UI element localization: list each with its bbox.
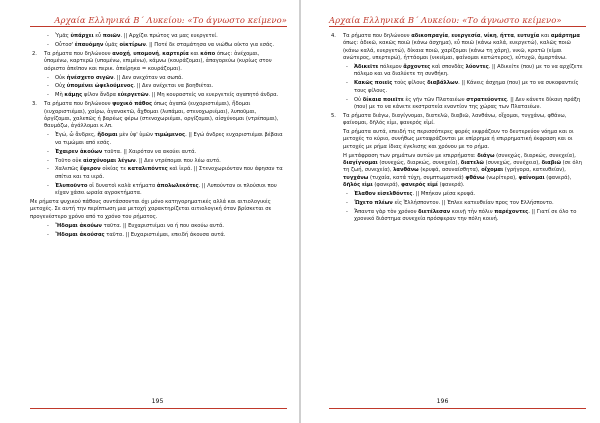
text-run: (σε όλη τη ζωή, συνεχεία), bbox=[343, 160, 582, 174]
text-run: οἱ δυνατοὶ καλὰ κτήματα bbox=[87, 182, 157, 189]
right-page bbox=[301, 0, 600, 423]
text-run: ταῦτα. || Ευχαριστιέμαι, επειδή άκουσα αυτά. bbox=[104, 231, 226, 238]
bold-term: ανοχή bbox=[112, 50, 130, 57]
text-run: εὖ bbox=[93, 33, 103, 39]
page-header: Αρχαία Ελληνικά Β΄ Λυκείου: «Το άγνωστο κείμενο» bbox=[329, 15, 562, 25]
text-run: Ἅπαντα γὰρ τὸν χρόνον bbox=[354, 208, 419, 215]
text-run: . || Αρχίζει πρώτος να μας ευεργετεί. bbox=[120, 33, 218, 39]
bold-term: Ἐλυποῦντο bbox=[55, 182, 88, 189]
bold-term: αμάρτημα bbox=[550, 33, 580, 39]
text-run: ἐς γῆν τῶν Πλαταιέων bbox=[403, 96, 467, 103]
text-run: , bbox=[158, 50, 163, 57]
text-run: εἰς Ἑλλήσποντον. || Έπλεε κατευθείαν προς τον Ελλήσποντο. bbox=[392, 199, 554, 206]
bold-term: Κακῶς ποιεῖς bbox=[354, 80, 393, 87]
text-run: Μὴ bbox=[55, 92, 65, 99]
bold-term: ὑπάρχει bbox=[70, 33, 94, 39]
bold-term: ἄρχοντες bbox=[403, 63, 431, 70]
numbered-rule bbox=[329, 33, 584, 62]
text-run: . || Κάνεις άσχημα (που) με το να συκοφαντείς τους φίλους. bbox=[354, 80, 579, 94]
text-run: (νωρίτερα), bbox=[484, 174, 519, 181]
header-rule bbox=[329, 26, 586, 27]
right-page-content bbox=[329, 33, 584, 225]
example-item bbox=[329, 209, 584, 224]
text-run: κοινῇ τὴν πόλιν bbox=[450, 208, 495, 215]
bold-term: Ἥδομαι ἀκούων bbox=[55, 222, 102, 229]
numbered-rule bbox=[30, 101, 285, 130]
example-item bbox=[30, 223, 285, 230]
text-run: και bbox=[539, 33, 551, 39]
bold-term: ευεργεσία bbox=[451, 33, 481, 39]
bold-term: Ὤχετο πλέων bbox=[354, 199, 393, 206]
text-run: (φανερά). bbox=[437, 182, 465, 189]
bold-term: καρτερία bbox=[162, 50, 189, 57]
text-run: ταῦτα. || Χαιρόταν να ακούει αυτά. bbox=[102, 148, 197, 155]
bold-term: διαβιῶ bbox=[541, 160, 561, 167]
bold-term: ἥδομαι bbox=[97, 132, 118, 139]
bold-term: ποιῶν bbox=[102, 33, 121, 39]
text-run: , bbox=[480, 33, 484, 39]
bold-term: διατελῶ bbox=[460, 160, 484, 167]
text-run: Ἐγώ, ὦ ἄνδρες, bbox=[55, 132, 98, 139]
example-item bbox=[30, 75, 285, 82]
example-item bbox=[30, 132, 285, 147]
text-run: καὶ ἱερά. || Στενοχωριόνταν που άφησαν τα σπίτια και τα ιερά. bbox=[55, 166, 283, 180]
footer-rule bbox=[30, 408, 287, 409]
text-run: . || Δεν ανέχεται να βοηθιέται. bbox=[133, 83, 214, 90]
bold-term: δίκαια ποιεῖτε bbox=[362, 96, 404, 103]
text-run: Τα ρήματα αυτά, επειδή τις περισσότερες φορές εκφράζουν το δευτερεύον νόημα και οι μετοχές το κύριο, συνήθως μεταφράζονται με επίρρημα ή επιρρηματική έκφραση και οι μετοχές με ρήμα ίδιας έγκλισης και χρόνου με το ρήμα. bbox=[343, 129, 574, 150]
paragraph bbox=[30, 199, 285, 221]
bold-term: ἀπολωλεκότες bbox=[156, 182, 199, 189]
bold-term: δῆλός εἰμι bbox=[343, 182, 373, 189]
text-run: οἰκίας τε bbox=[100, 166, 128, 173]
bold-term: στρατεύοντες bbox=[466, 96, 507, 103]
text-run: (συνεχώς, διαρκώς, συνεχεία), bbox=[377, 160, 461, 167]
example-item bbox=[329, 97, 584, 112]
text-run: (φανερά), bbox=[544, 174, 572, 181]
text-run: . || Γιατί σε όλο το χρονικό διάστημα συνεχεία πρόσφεραν την πόλη κοινή. bbox=[354, 208, 577, 223]
example-item bbox=[30, 33, 285, 40]
bold-term: καταλιπόντες bbox=[127, 166, 168, 173]
text-run: . || Λυπούνταν οι πλούσιοι που είχαν χάσει ωραία αγροκτήματα. bbox=[55, 182, 277, 197]
page-header: Αρχαία Ελληνικά Β΄ Λυκείου: «Το άγνωστο κείμενο» bbox=[54, 15, 287, 25]
text-run: και bbox=[188, 50, 201, 57]
text-run: όπως ἀγαπῶ (ευχαριστιέμαι), ἥδομαι (ευχαριστιέμαι), χαίρω, ἀγανακτῶ, ἄχθομαι (λυπάμαι, στενοχωριέμαι), λυποῦμαι, ὀργίζομαι, χαλεπῶς ή βαρέως φέρω (στενοχωριέμαι, οργίζομαι), αἰσχύνομαι (ντρέπομαι), θαυμάζω, ἀγάλλομαι κ.λπ. bbox=[44, 101, 279, 130]
example-item bbox=[30, 42, 285, 49]
text-run: Ὑμᾶς bbox=[55, 33, 71, 39]
bold-term: Ἀδικεῖτε bbox=[354, 63, 379, 70]
bold-term: διαγίγνομαι bbox=[343, 160, 378, 167]
text-run: Τα ρήματα που δηλώνουν bbox=[44, 50, 113, 57]
text-run: . || Ποτέ δε σταμάτησα να νιώθω οίκτο για εσάς. bbox=[145, 41, 275, 48]
text-run: . || Δεν κάνετε δίκαιη πράξη (που) με το να κάνετε εκστρατεία εναντίον της χώρας των Πλαταιέων. bbox=[354, 96, 581, 110]
bold-term: ἠνέσχετο σιγῶν bbox=[66, 74, 114, 81]
bold-term: αἰσχύνομαι λέγων bbox=[83, 157, 136, 164]
bold-term: Ἐλαθον εἰσελθόντες bbox=[354, 191, 413, 198]
text-run: Οὗτοσ' bbox=[55, 41, 75, 48]
text-run: Χαλεπῶς bbox=[55, 166, 81, 173]
bold-term: ήττα bbox=[500, 33, 514, 39]
bold-term: φθάνω bbox=[465, 174, 485, 181]
bold-term: διαβάλλων bbox=[427, 80, 459, 87]
text-run: μὲν ὑφ' ὑμῶν bbox=[117, 132, 155, 139]
numbered-rule bbox=[329, 113, 584, 128]
bold-term: οἰκτίρων bbox=[119, 41, 146, 48]
text-run: πόλεμον bbox=[378, 63, 404, 70]
example-item bbox=[329, 80, 584, 95]
text-run: , bbox=[448, 33, 452, 39]
text-run: Τα ρήματα που δηλώνουν bbox=[44, 101, 113, 108]
text-run: Η μετάφραση των ρημάτων αυτών με επιρρήματα: bbox=[343, 152, 478, 159]
text-run: , bbox=[129, 50, 134, 57]
bold-term: ψυχικό πάθος bbox=[112, 101, 153, 108]
paragraph bbox=[329, 129, 584, 151]
text-run: (κρυφά, ασυναίσθητα), bbox=[418, 167, 482, 174]
text-run: (συνεχώς, διαρκώς, συνεχεία), bbox=[494, 152, 576, 159]
text-run: Οὐκ bbox=[55, 74, 67, 81]
text-run: , bbox=[496, 33, 501, 39]
text-run: Με ρήματα ψυχικού πάθους συντάσσονται όχι μόνο κατηγορηματικές αλλά και αιτιολογικές μετοχές. Σε αυτή την περίπτωση μια μετοχή χαρακτηρίζεται αιτιολογική όταν βρίσκεται σε προγενέστερο χρόνο από το χρόνο του ρήματος. bbox=[30, 199, 272, 220]
example-item bbox=[30, 83, 285, 90]
example-item bbox=[329, 200, 584, 207]
paragraph bbox=[329, 153, 584, 190]
bold-term: ἔφερον bbox=[80, 166, 101, 173]
bold-term: λανθάνω bbox=[393, 167, 419, 174]
text-run: Τα ρήματα διάγω, διαγίγνομαι, διατελῶ, διαβιῶ, λανθάνω, οἴχομαι, τυγχάνω, φθάνω, φαίνομαι, δῆλός εἰμι, φανερός εἰμί. bbox=[343, 112, 567, 127]
text-run: Οὐχ bbox=[55, 83, 67, 90]
text-run: (φανερά), bbox=[372, 182, 401, 189]
bold-term: παρέχοντες bbox=[494, 208, 529, 215]
left-page-content bbox=[30, 33, 285, 241]
text-run: όπως: ἀνέχομαι, ὑπομένω, καρτερῶ (υπομένω, επιμένω), κάμνω (κουράζομαι), ἀπαγορεύω (κυρίως στον αόριστο ἀπεῖπον και περικ. ἀπείρηκα = κουράζομαι). bbox=[44, 50, 272, 72]
example-item bbox=[329, 64, 584, 79]
example-item bbox=[30, 149, 285, 156]
rule-number: 3. bbox=[32, 101, 37, 108]
text-run: (γρήγορα, κατευθείαν), bbox=[503, 167, 566, 174]
bold-term: φαίνομαι bbox=[518, 174, 545, 181]
bold-term: νίκη bbox=[483, 33, 497, 39]
bold-term: υπομονή bbox=[133, 50, 159, 57]
text-run: . || Μπήκαν μέσα κρυφά. bbox=[412, 191, 476, 198]
text-run: (τυχαία, κατά τύχη, συμπτωματικά) bbox=[368, 174, 466, 181]
text-run: . || Αδικείτε (που) με το να αρχίζετε πόλεμο και να διαλύετε τη συνθήκη. bbox=[354, 63, 583, 78]
bold-term: κόπο bbox=[200, 50, 216, 57]
bold-term: τιμώμενος bbox=[154, 132, 186, 139]
text-run: τοὺς φίλους bbox=[392, 80, 428, 87]
text-run: Οὐ bbox=[354, 96, 363, 103]
text-run: . || Μη κουραστείς να ευεργετείς αγαπητό άνδρα. bbox=[148, 92, 279, 99]
rule-number: 2. bbox=[32, 50, 37, 57]
bold-term: αδικοπραγία bbox=[411, 33, 449, 39]
page-number: 196 bbox=[436, 398, 449, 405]
bold-term: τυγχάνω bbox=[343, 174, 369, 181]
text-run: ὑμᾶς bbox=[103, 41, 120, 48]
example-item bbox=[30, 92, 285, 99]
bold-term: λύοντες bbox=[465, 63, 489, 70]
example-item bbox=[30, 158, 285, 165]
text-run: ταῦτα. || Ευχαριστιέμαι να ή που ακούω αυτά. bbox=[101, 222, 225, 229]
footer-rule bbox=[329, 408, 586, 409]
bold-term: διετέλεσαν bbox=[418, 208, 451, 215]
example-item bbox=[30, 183, 285, 198]
bold-term: φανερός εἰμί bbox=[401, 182, 438, 189]
bold-term: Ἐχαιρεν ἀκούων bbox=[55, 148, 103, 155]
example-item bbox=[329, 191, 584, 198]
page-number: 195 bbox=[151, 398, 164, 405]
numbered-rule bbox=[30, 51, 285, 73]
header-rule bbox=[30, 26, 287, 27]
text-run: . || Δεν ανεχόταν να σωπά. bbox=[113, 74, 184, 81]
text-run: όπως: ἀδικῶ, κακῶς ποιῶ (κάνω άσχημα), εὖ ποιῶ (κάνω καλά, ευεργετώ), καλῶς ποιῶ (κάνω καλά, ευεργετώ), δίκαια ποιῶ, χαρίζομαι (κάνω τη χάρη), νικῶ, κρατῶ (είμαι ανώτερος, υπερτερώ), ἡττάομαι (νικιέμαι, φαίνομαι κατώτερος), εὐτυχῶ, ἁμαρτάνω. bbox=[343, 40, 571, 62]
text-run: Τα ρήματα που δηλώνουν bbox=[343, 33, 412, 39]
bold-term: ευτυχία bbox=[517, 33, 540, 39]
text-run: Τοῦτο οὐκ bbox=[55, 157, 84, 164]
example-item bbox=[30, 232, 285, 239]
example-item bbox=[30, 166, 285, 181]
text-run: . || Εγώ άνδρες ευχαριστιέμαι βέβαια να τιμώμαι από εσάς. bbox=[55, 132, 283, 146]
bold-term: ἐπαυόμην bbox=[74, 41, 104, 48]
rule-number: 5. bbox=[331, 112, 336, 119]
bold-term: διάγω bbox=[477, 152, 495, 159]
text-run: , bbox=[513, 33, 518, 39]
text-run: (συνεχώς, συνέχεια), bbox=[483, 160, 542, 167]
text-run: . || Δεν ντρέπομαι που λέω αυτό. bbox=[135, 157, 221, 164]
rule-number: 4. bbox=[331, 33, 336, 39]
bold-term: ὑπομένει ὠφελούμενος bbox=[66, 83, 134, 90]
bold-term: κάμῃς bbox=[64, 92, 83, 99]
text-run: καὶ σπονδὰς bbox=[430, 63, 466, 70]
bold-term: οἴχομαι bbox=[481, 167, 504, 174]
left-page bbox=[0, 0, 299, 423]
bold-term: Ἥδομαι ἀκούσας bbox=[55, 231, 105, 238]
text-run: φίλον ἄνδρα bbox=[82, 92, 118, 99]
bold-term: εὐεργετῶν bbox=[117, 92, 149, 99]
